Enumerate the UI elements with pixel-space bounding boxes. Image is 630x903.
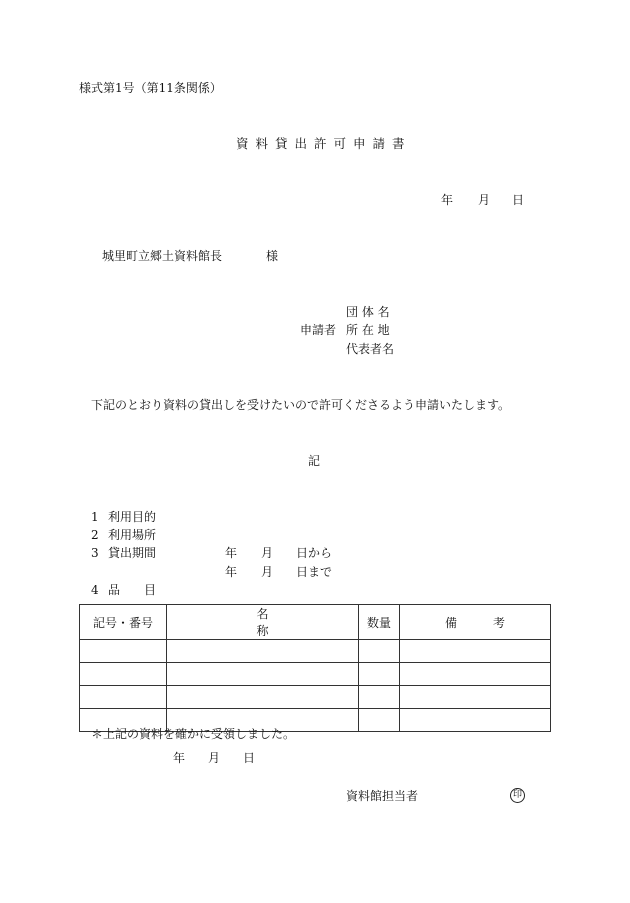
- applicant-group-name: 団 体 名: [346, 305, 390, 319]
- period-to-year: 年: [225, 565, 238, 579]
- table-cell[interactable]: [400, 709, 551, 732]
- table-cell[interactable]: [359, 663, 400, 686]
- table-cell[interactable]: [400, 686, 551, 709]
- period-from-day: 日から: [296, 546, 333, 560]
- table-cell[interactable]: [80, 663, 167, 686]
- date-year: 年: [441, 193, 454, 207]
- applicant-representative: 代表者名: [346, 342, 395, 356]
- table-cell[interactable]: [167, 686, 359, 709]
- receipt-date-month: 月: [208, 751, 221, 765]
- date-day: 日: [512, 193, 525, 207]
- applicant-address: 所 在 地: [346, 323, 390, 337]
- item-place-label: 利用場所: [108, 528, 157, 542]
- header-remarks: 備考: [400, 605, 551, 640]
- header-quantity: 数量: [359, 605, 400, 640]
- date-month: 月: [478, 193, 491, 207]
- period-from-month: 月: [261, 546, 274, 560]
- header-code-number: 記号・番号: [80, 605, 167, 640]
- applicant-label: 申請者: [300, 323, 337, 337]
- table-cell[interactable]: [359, 640, 400, 663]
- request-text: 下記のとおり資料の貸出しを受けたいので許可くださるよう申請いたします。: [91, 398, 511, 412]
- item-place-number: 2: [91, 528, 99, 542]
- staff-label: 資料館担当者: [346, 789, 419, 803]
- receipt-text: ＊上記の資料を確かに受領しました。: [91, 727, 296, 741]
- header-name: 名称: [167, 605, 359, 640]
- table-header-row: [80, 605, 551, 640]
- period-to-month: 月: [261, 565, 274, 579]
- table-cell[interactable]: [400, 640, 551, 663]
- table-row: [80, 686, 551, 709]
- table-row: [80, 640, 551, 663]
- article-table: [79, 604, 551, 732]
- addressee-name: 城里町立郷土資料館長: [102, 249, 223, 263]
- table-cell[interactable]: [400, 663, 551, 686]
- period-to-day: 日まで: [296, 565, 333, 579]
- table-cell[interactable]: [359, 686, 400, 709]
- item-article-label: 品 目: [108, 583, 157, 597]
- item-purpose-label: 利用目的: [108, 510, 157, 524]
- document-title: 資料貸出許可申請書: [236, 136, 412, 151]
- table-cell[interactable]: [167, 640, 359, 663]
- receipt-date-day: 日: [243, 751, 256, 765]
- table-row: [80, 663, 551, 686]
- addressee-honorific: 様: [266, 249, 279, 263]
- seal-icon: 印: [510, 788, 525, 803]
- form-number: 様式第1号（第11条関係）: [79, 81, 222, 95]
- item-period-label: 貸出期間: [108, 546, 157, 560]
- table-cell[interactable]: [80, 686, 167, 709]
- receipt-date-year: 年: [173, 751, 186, 765]
- table-cell[interactable]: [359, 709, 400, 732]
- table-cell[interactable]: [80, 640, 167, 663]
- period-from-year: 年: [225, 546, 238, 560]
- item-article-number: 4: [91, 583, 99, 597]
- ki-heading: 記: [308, 454, 321, 468]
- item-period-number: 3: [91, 546, 99, 560]
- table-cell[interactable]: [167, 663, 359, 686]
- item-purpose-number: 1: [91, 510, 99, 524]
